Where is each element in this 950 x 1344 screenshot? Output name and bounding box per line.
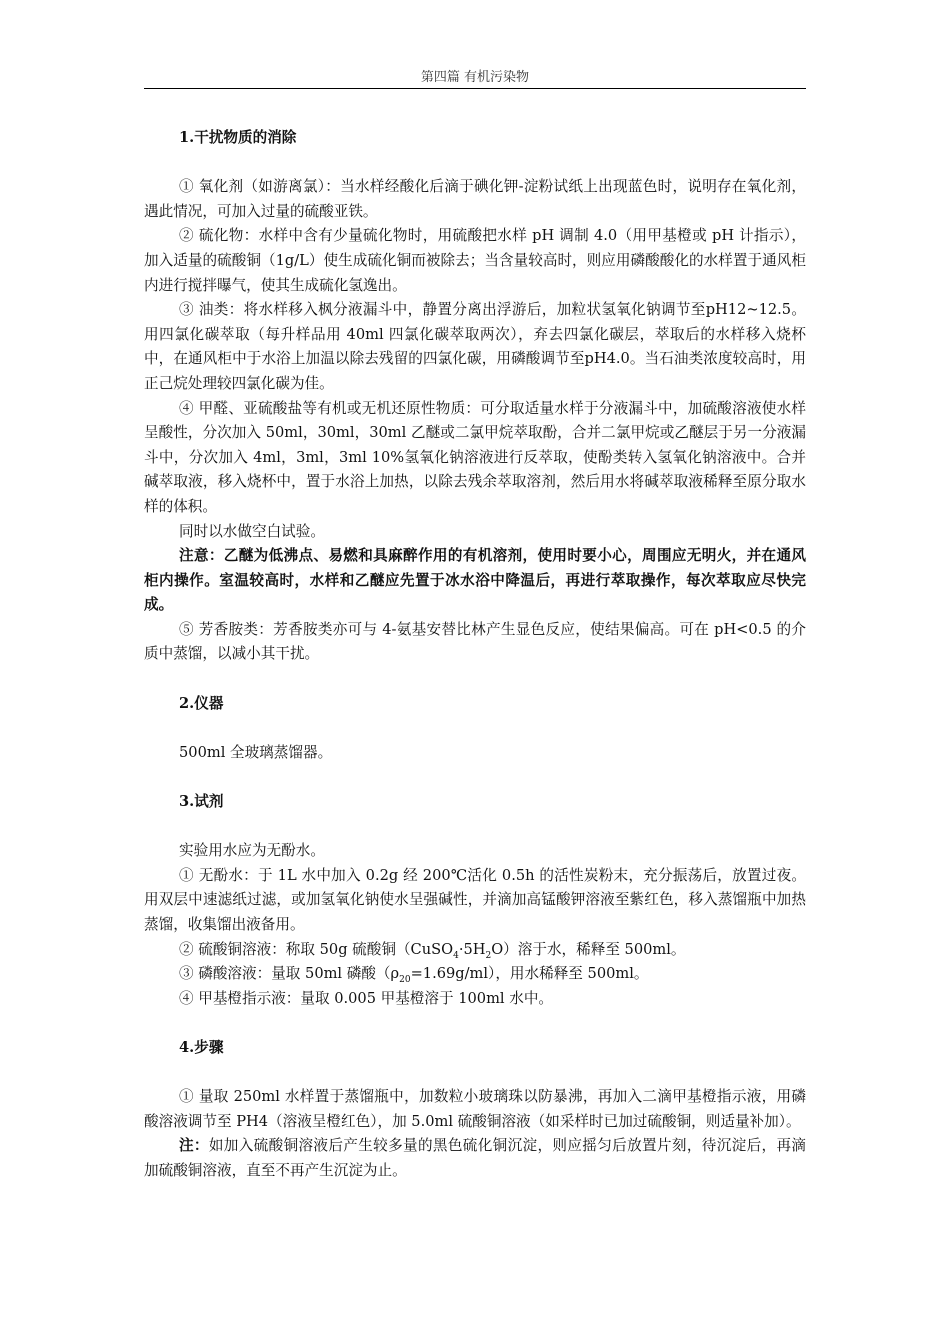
paragraph-phosphoric-acid-solution: ③ 磷酸溶液：量取 50ml 磷酸$(\rho_{20}=1.69g/ml)$，用水稀释至 500ml。: [179, 965, 649, 986]
paragraph-copper-sulfate-solution: ② 硫酸铜溶液：称取 50g 硫酸铜$(CuSO_4\cdot 5H_2O)$溶于水，稀释至 500ml。: [179, 940, 686, 961]
paragraph-reducing-substances: ④ 甲醛、亚硫酸盐等有机或无机还原性物质：可分取适量水样于分液漏斗中，加硫酸溶液使水样呈酸性，分次加入 50ml，30ml，30ml 乙醚或二氯甲烷萃取酚，合并二氯甲烷或乙醚层于另一分液漏斗中，分次加入 4ml，3ml，3ml 10%氢氧化钠溶液进行反萃取，使酚类转入氢氧化钠溶液中。合并碱萃取液，移入烧杯中，置于水浴上加热，以除去残余萃取溶剂，然后用水将碱萃取液稀释至原分取水样的体积。: [144, 399, 806, 515]
paragraph-blank-test: 同时以水做空白试验。: [179, 522, 325, 540]
document-body: [144, 126, 806, 1184]
procedure-note: [144, 1134, 806, 1183]
page-header: 第四篇 有机污染物: [144, 66, 806, 89]
section-heading-procedure: 4.步骤: [179, 1038, 224, 1056]
paragraph-procedure-step-1: ① 量取 250ml 水样置于蒸馏瓶中，加数粒小玻璃珠以防暴沸，再加入二滴甲基橙指示液，用磷酸溶液调节至 PH4（溶液呈橙红色），加 5.0ml 硫酸铜溶液（如采样时已加过硫酸铜，则适量补加）。: [144, 1088, 806, 1130]
paragraph-sulfide: ② 硫化物：水样中含有少量硫化物时，用硫酸把水样 pH 调制 4.0（用甲基橙或 pH 计指示），加入适量的硫酸铜（1g/L）使生成硫化铜而被除去；当含量较高时，则应用磷酸酸化的水样置于通风柜内进行搅拌曝气，使其生成硫化氢逸出。: [144, 227, 806, 294]
warning-note: 注意：乙醚为低沸点、易燃和具麻醉作用的有机溶剂，使用时要小心，周围应无明火，并在通风柜内操作。室温较高时，水样和乙醚应先置于冰水浴中降温后，再进行萃取操作，每次萃取应尽快完成。: [144, 547, 806, 614]
note-text: 如加入硫酸铜溶液后产生较多量的黑色硫化铜沉淀，则应摇匀后放置片刻，待沉淀后，再滴加硫酸铜溶液，直至不再产生沉淀为止。: [144, 1137, 806, 1179]
paragraph-aromatic-amines: ⑤ 芳香胺类：芳香胺类亦可与 4-氨基安替比林产生显色反应，使结果偏高。可在 pH<0.5 的介质中蒸馏，以减小其干扰。: [144, 620, 806, 663]
paragraph-oxidant: ① 氧化剂（如游离氯）：当水样经酸化后滴于碘化钾-淀粉试纸上出现蓝色时，说明存在氧化剂，遇此情况，可加入过量的硫酸亚铁。: [144, 178, 806, 220]
paragraph-oils: ③ 油类：将水样移入枫分液漏斗中，静置分离出浮游后，加粒状氢氧化钠调节至pH12~12.5。用四氯化碳萃取（每升样品用 40ml 四氯化碳萃取两次），弃去四氯化碳层，萃取后的水样移入烧杯中，在通风柜中于水浴上加温以除去残留的四氯化碳，用磷酸调节至pH4.0。当石油类浓度较高时，用正己烷处理较四氯化碳为佳。: [144, 301, 806, 392]
section-heading-interference: 1.干扰物质的消除: [179, 129, 297, 146]
paragraph-methyl-orange: ④ 甲基橙指示液：量取 0.005 甲基橙溶于 100ml 水中。: [179, 989, 554, 1007]
section-heading-apparatus: 2.仪器: [179, 694, 224, 712]
paragraph-apparatus: 500ml 全玻璃蒸馏器。: [179, 743, 333, 761]
note-label: 注：: [179, 1137, 209, 1155]
section-heading-reagents: 3.试剂: [179, 793, 224, 811]
paragraph-phenol-free-water: ① 无酚水：于 1L 水中加入 0.2g 经 200℃活化 0.5h 的活性炭粉末，充分振荡后，放置过夜。用双层中速滤纸过滤，或加氢氧化钠使水呈强碱性，并滴加高锰酸钾溶液至紫红色，移入蒸馏瓶中加热蒸馏，收集馏出液备用。: [144, 866, 806, 933]
paragraph-water-requirement: 实验用水应为无酚水。: [179, 842, 325, 860]
